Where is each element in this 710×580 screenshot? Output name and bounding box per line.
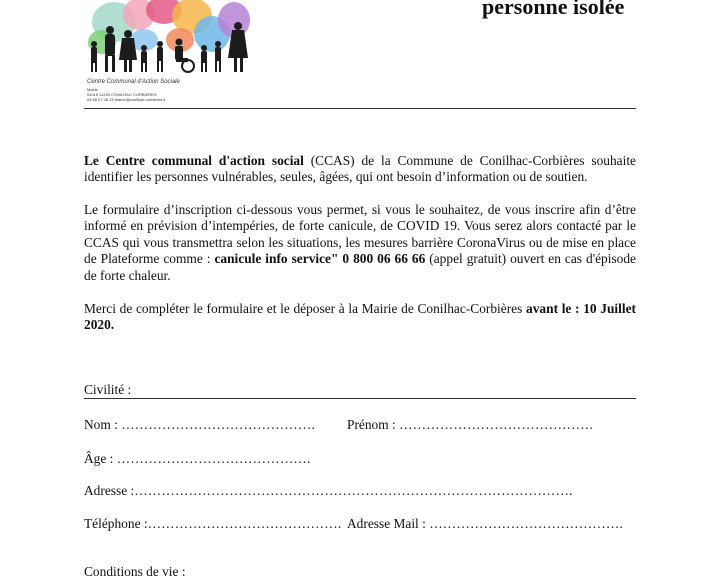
age-field[interactable] (84, 451, 311, 467)
form-divider (84, 398, 636, 399)
intro-p3-text: Merci de compléter le formulaire et le déposer à la Mairie de Conilhac-Corbières (84, 301, 527, 316)
nom-dots[interactable]: ……………………………………. (121, 417, 316, 432)
telephone-dots[interactable]: ……………………………………. (147, 516, 342, 531)
intro-p1-bold: Le Centre communal d'action social (84, 153, 304, 168)
conditions-de-vie-label: Conditions de vie : (84, 564, 186, 579)
intro-paragraph-3 (84, 301, 636, 334)
adresse-field[interactable] (84, 483, 573, 499)
intro-p2-text: Le formulaire d’inscription ci-dessous vous permet, si vous le souhaitez, de vous inscrire afin d’être informé en prévision d’intempéries, de forte canicule, de COVID 19. Vous serez alors contacté par le CCAS qui vous transmettra selon les situations, les mesures barrière CoronaVirus ou de mise en place de Plateforme comme : (84, 202, 636, 267)
prenom-label: Prénom : (347, 417, 400, 432)
telephone-field[interactable] (84, 516, 341, 532)
age-dots[interactable]: ……………………………………. (116, 451, 311, 466)
deadline-text: avant le : 10 Juillet 2020. (84, 301, 636, 333)
logo-line-1: Mairie (87, 87, 98, 92)
age-label: Âge : (84, 451, 117, 466)
family-hands-logo-icon (84, 0, 254, 80)
adresse-mail-label: Adresse Mail : (347, 516, 430, 531)
intro-paragraph-1 (84, 153, 636, 186)
logo-line-2: 04015 11200 CONILHAC CORBIERES (87, 92, 157, 97)
header-divider (84, 108, 636, 109)
adresse-dots[interactable]: ……………………………………………………………………………………. (134, 483, 573, 498)
prenom-dots[interactable]: ……………………………………. (399, 417, 593, 432)
civilite-label: Civilité : (84, 382, 132, 397)
intro-p2-end: (appel gratuit) ouvert en cas d'épisode de forte chaleur. (84, 251, 637, 283)
telephone-label: Téléphone : (84, 516, 148, 531)
prenom-field[interactable] (347, 417, 593, 433)
page-title: personne isolée (482, 0, 625, 19)
nom-label: Nom : (84, 417, 122, 432)
intro-p1-text: (CCAS) de la Commune de Conilhac-Corbières souhaite identifier les personnes vulnérables, seules, âgées, qui ont besoin d’information ou de soutien. (84, 153, 636, 185)
ccas-logo (84, 0, 254, 104)
adresse-mail-field[interactable] (347, 516, 623, 532)
nom-field[interactable] (84, 417, 315, 433)
intro-p2-bold: canicule info service" 0 800 06 66 66 (214, 251, 426, 267)
logo-org-name: Centre Communal d'Action Sociale (87, 79, 180, 85)
logo-line-3: 04 68 27 08 15 mairie@conilhac-corbieres.fr (87, 97, 166, 102)
intro-paragraph-2 (84, 202, 636, 284)
adresse-label: Adresse : (84, 483, 135, 498)
adresse-mail-dots[interactable]: ……………………………………. (429, 516, 624, 531)
